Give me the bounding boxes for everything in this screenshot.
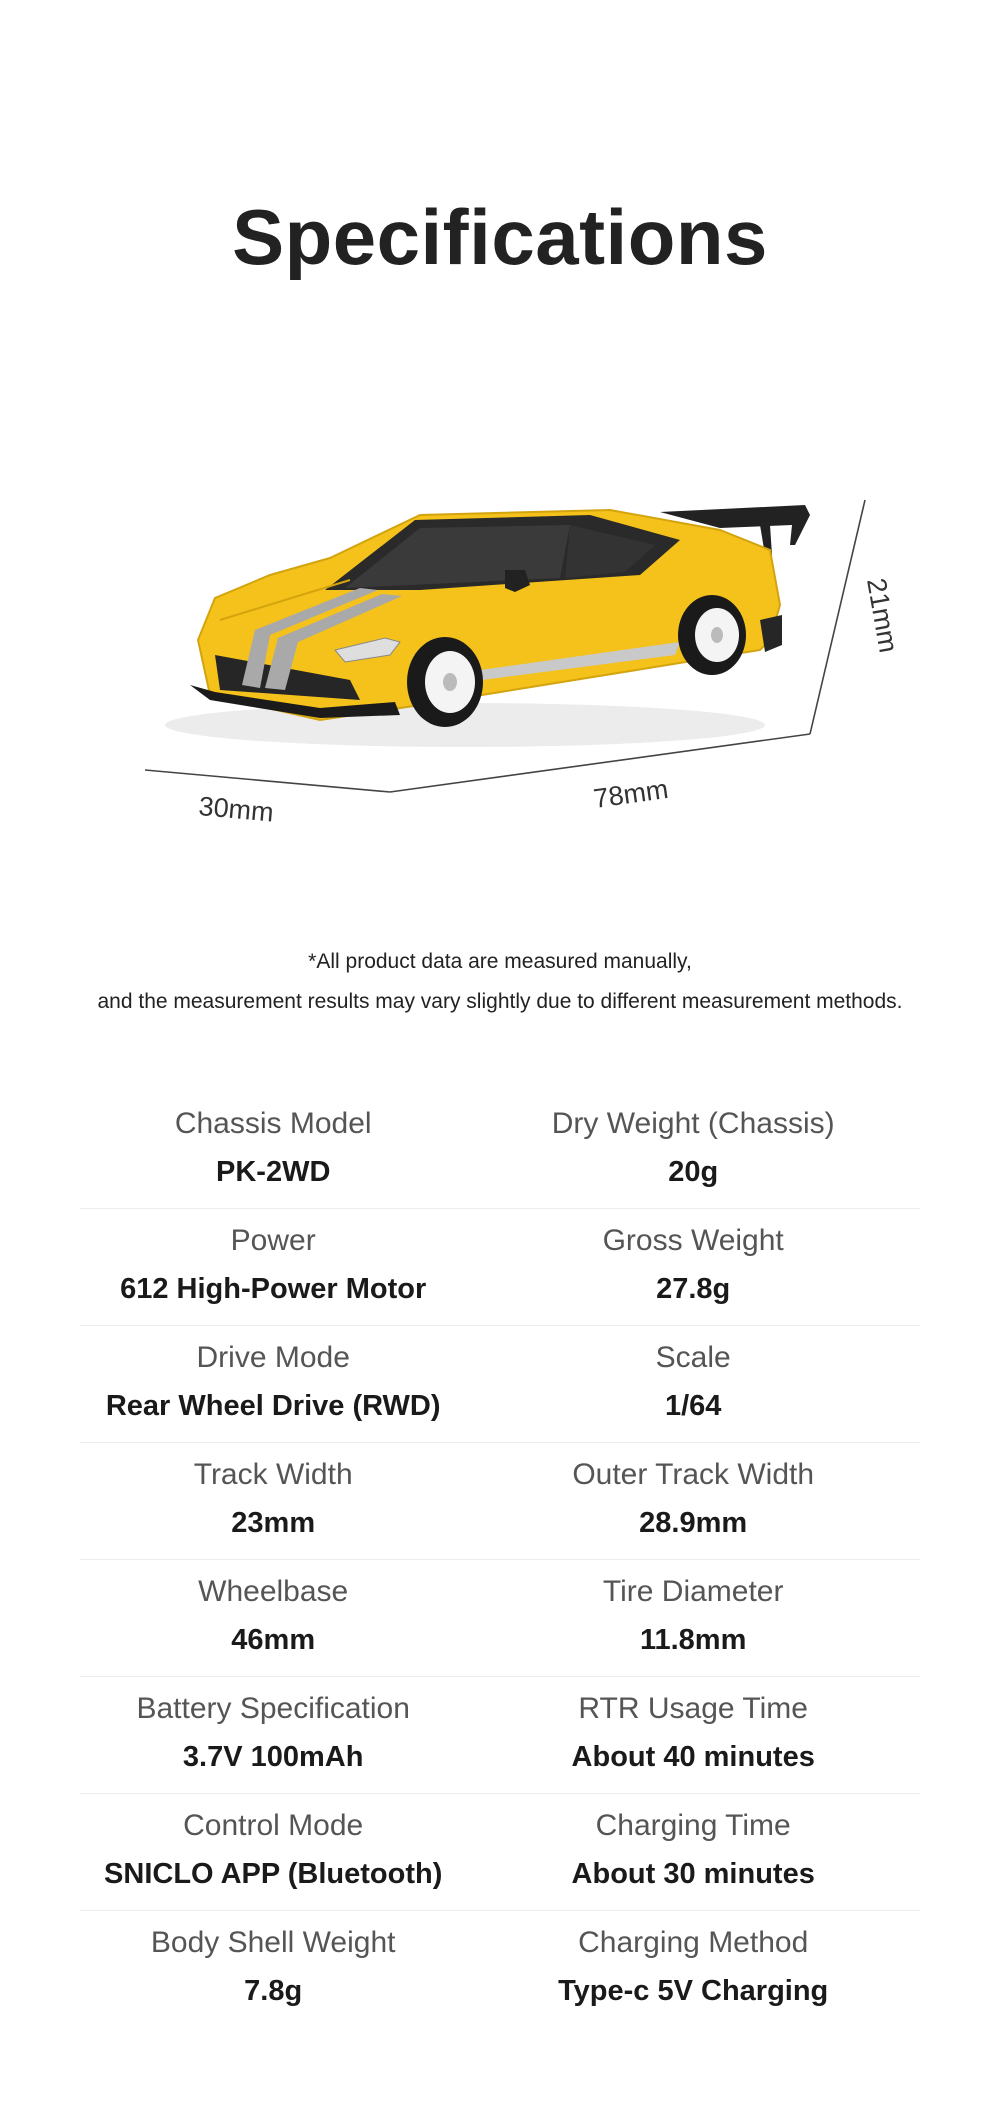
- spec-cell: [80, 1677, 466, 1793]
- spec-cell: [80, 1911, 466, 2028]
- spec-label: Charging Method: [578, 1926, 809, 1959]
- spec-label: Charging Time: [595, 1809, 791, 1842]
- spec-value: 46mm: [231, 1624, 316, 1656]
- spec-cell: [466, 1560, 920, 1676]
- spec-value: About 40 minutes: [571, 1741, 815, 1773]
- measurement-note: [0, 942, 1000, 1022]
- spec-cell: [466, 1326, 920, 1442]
- spec-label: RTR Usage Time: [578, 1692, 808, 1725]
- spec-cell: [80, 1560, 466, 1676]
- page-title: Specifications: [232, 193, 768, 281]
- spec-cell: [466, 1092, 920, 1208]
- spec-label: Control Mode: [183, 1809, 364, 1842]
- spec-label: Dry Weight (Chassis): [551, 1107, 835, 1140]
- spec-cell: [466, 1794, 920, 1910]
- spec-value: Type-c 5V Charging: [558, 1975, 829, 2007]
- spec-cell: [80, 1092, 466, 1208]
- spec-row: [80, 1677, 920, 1794]
- spec-cell: [80, 1209, 466, 1325]
- note-line-1: *All product data are measured manually,: [308, 950, 692, 973]
- spec-value: 11.8mm: [639, 1624, 747, 1656]
- spec-value: SNICLO APP (Bluetooth): [104, 1858, 443, 1890]
- spec-label: Track Width: [193, 1458, 353, 1491]
- spec-row: [80, 1092, 920, 1209]
- car-dimension-figure: [120, 470, 920, 870]
- spec-row: [80, 1794, 920, 1911]
- spec-label: Body Shell Weight: [150, 1926, 396, 1959]
- spec-value: 7.8g: [244, 1975, 303, 2007]
- spec-value: 27.8g: [656, 1273, 731, 1305]
- spec-label: Outer Track Width: [572, 1458, 815, 1491]
- note-line-2: and the measurement results may vary slightly due to different measurement methods.: [97, 990, 903, 1013]
- spec-row: [80, 1209, 920, 1326]
- spec-cell: [80, 1326, 466, 1442]
- spec-label: Chassis Model: [174, 1107, 372, 1140]
- front-wheel: [407, 637, 483, 727]
- spec-value: 3.7V 100mAh: [182, 1741, 364, 1773]
- spec-label: Tire Diameter: [602, 1575, 784, 1608]
- spec-row: [80, 1560, 920, 1677]
- spec-value: 1/64: [664, 1390, 722, 1422]
- dimension-height-label: 21mm: [861, 575, 904, 655]
- spec-value: 23mm: [231, 1507, 316, 1539]
- car-dimension-diagram: [120, 470, 920, 870]
- spec-value: About 30 minutes: [571, 1858, 815, 1890]
- spec-cell: [466, 1443, 920, 1559]
- spec-label: Battery Specification: [136, 1692, 410, 1725]
- spec-table: [80, 1092, 920, 2028]
- spec-label: Drive Mode: [196, 1341, 350, 1374]
- spec-label: Power: [230, 1224, 316, 1257]
- spec-cell: [80, 1794, 466, 1910]
- spec-cell: [466, 1911, 920, 2028]
- spec-row: [80, 1326, 920, 1443]
- spec-cell: [466, 1209, 920, 1325]
- spec-value: PK-2WD: [216, 1156, 331, 1188]
- dimension-width-label: 30mm: [197, 791, 275, 828]
- spec-value: 612 High-Power Motor: [120, 1273, 427, 1305]
- spec-label: Scale: [655, 1341, 731, 1374]
- spec-cell: [466, 1677, 920, 1793]
- spec-value: Rear Wheel Drive (RWD): [105, 1390, 441, 1422]
- rear-wheel: [678, 595, 746, 675]
- spec-row: [80, 1911, 920, 2028]
- dimension-length-label: 78mm: [591, 773, 671, 814]
- spec-cell: [80, 1443, 466, 1559]
- spec-value: 20g: [668, 1156, 719, 1188]
- spec-value: 28.9mm: [639, 1507, 748, 1539]
- spec-label: Wheelbase: [198, 1575, 349, 1608]
- spec-label: Gross Weight: [602, 1224, 784, 1257]
- spec-row: [80, 1443, 920, 1560]
